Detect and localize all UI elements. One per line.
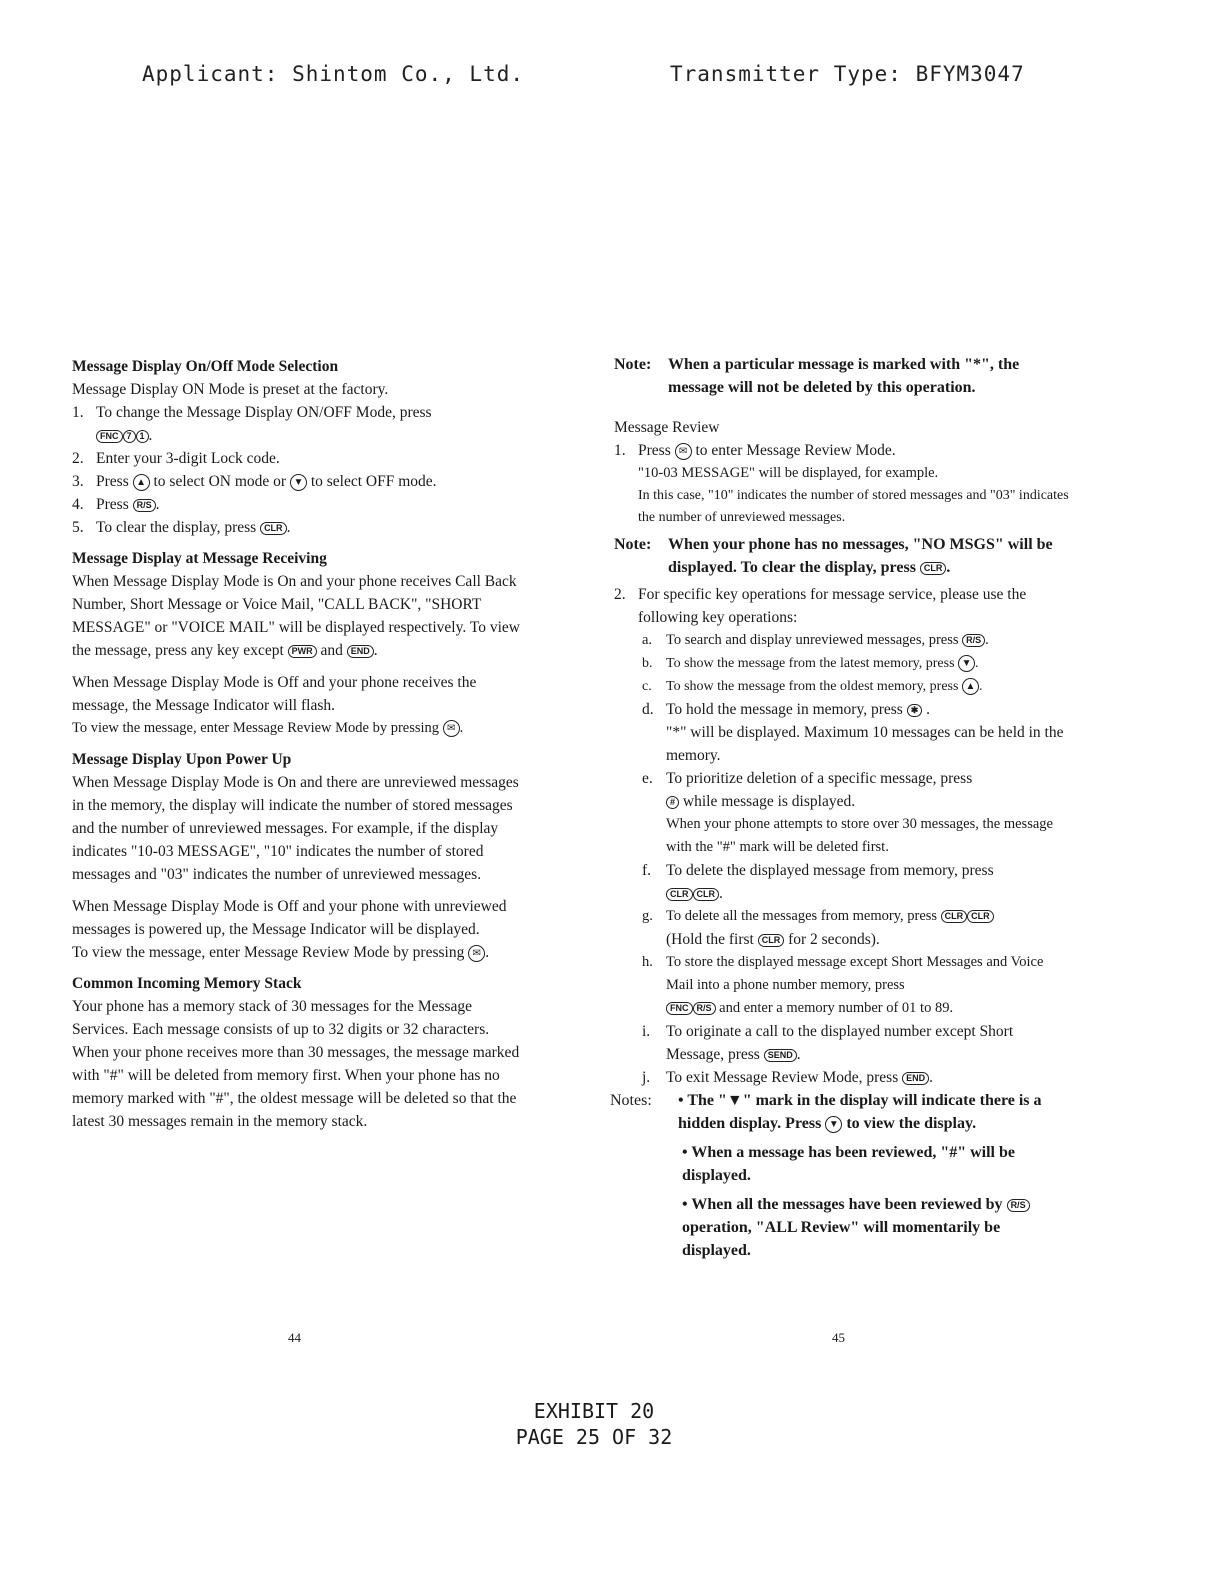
message-key-icon: ✉ <box>443 720 460 737</box>
clr-key-icon: CLR <box>666 888 693 901</box>
list-item: d. To hold the message in memory, press ✱ . <box>642 701 930 718</box>
one-key-icon: 1 <box>136 430 149 443</box>
page-number-left: 44 <box>288 1330 301 1345</box>
key-sequence: FNC 7 1 . <box>72 424 528 447</box>
paragraph: Message Display ON Mode is preset at the factory. <box>72 381 389 398</box>
list-item: c. To show the message from the oldest memory, press ▲ . <box>642 679 983 694</box>
paragraph: # while message is displayed. <box>614 790 1072 813</box>
list-item: 2. Enter your 3-digit Lock code. <box>72 450 280 467</box>
section-title: Message Review <box>614 419 720 436</box>
paragraph: Your phone has a memory stack of 30 messages for the Message Services. Each message consists of up to 32 digits or 32 characters. <box>72 998 490 1038</box>
star-key-icon: ✱ <box>907 704 923 717</box>
list-item: 4. Press R/S . <box>72 496 160 513</box>
paragraph: In this case, "10" indicates the number of stored messages and "03" indicates the number of unreviewed messages. <box>638 488 1069 525</box>
paragraph: (Hold the first CLR for 2 seconds). <box>666 931 880 948</box>
clr-key-icon: CLR <box>260 522 287 535</box>
up-key-icon: ▲ <box>962 678 979 695</box>
section-title: Common Incoming Memory Stack <box>72 975 302 992</box>
down-key-icon: ▼ <box>825 1116 842 1133</box>
down-key-icon: ▼ <box>290 474 307 491</box>
list-item: g. To delete all the messages from memory, press CLR CLR <box>614 905 1072 928</box>
section-title: Message Display On/Off Mode Selection <box>72 358 339 375</box>
notes-item: • When a message has been reviewed, "#" will be displayed. <box>682 1144 1015 1184</box>
exhibit-page: PAGE 25 OF 32 <box>515 1425 673 1449</box>
list-item: b. To show the message from the latest memory, press ▼ . <box>642 656 979 671</box>
rs-key-icon: R/S <box>1007 1199 1030 1212</box>
rs-key-icon: R/S <box>693 1002 716 1015</box>
list-item: 3. Press ▲ to select ON mode or ▼ to select OFF mode. <box>72 473 437 490</box>
list-item: 1. To change the Message Display ON/OFF Mode, press <box>72 404 432 421</box>
transmitter-header: Transmitter Type: BFYM3047 <box>670 62 1025 86</box>
paragraph: To view the message, enter Message Review Mode by pressing ✉ . <box>72 720 464 736</box>
section-title: Message Display Upon Power Up <box>72 751 292 768</box>
clr-key-icon: CLR <box>920 562 947 575</box>
fnc-key-icon: FNC <box>666 1002 693 1015</box>
list-item: 1. Press ✉ to enter Message Review Mode. <box>614 442 896 459</box>
clr-key-icon: CLR <box>941 910 968 923</box>
paragraph: When Message Display Mode is On and your phone receives Call Back Number, Short Message or Voice Mail, "CALL BACK", "SHORT MESSAGE" or "VOICE MAIL" will be displayed respectively. To view the message, press any key except PWR and END . <box>72 573 520 659</box>
list-item: 2. For specific key operations for message service, please use the following key operations: <box>614 586 1027 626</box>
section-title: Message Display at Message Receiving <box>72 550 327 567</box>
end-key-icon: END <box>347 645 374 658</box>
paragraph: When Message Display Mode is Off and your phone with unreviewed messages is powered up, the Message Indicator will be displayed. <box>72 898 507 938</box>
fnc-key-icon: FNC <box>96 430 123 443</box>
page-number-right: 45 <box>832 1330 845 1345</box>
key-sequence: CLR CLR . <box>614 882 1072 905</box>
list-item: j. To exit Message Review Mode, press END . <box>642 1069 933 1086</box>
paragraph: When your phone attempts to store over 30 messages, the message with the "#" mark will be deleted first. <box>666 816 1053 855</box>
paragraph: When Message Display Mode is On and there are unreviewed messages in the memory, the display will indicate the number of stored messages and the number of unreviewed messages. For example, if the display indicates "10-03 MESSAGE", "10" indicates the number of stored messages and "03" indicates the number of unreviewed messages. <box>72 774 519 883</box>
up-key-icon: ▲ <box>133 474 150 491</box>
applicant-header: Applicant: Shintom Co., Ltd. <box>142 62 525 86</box>
list-item: a. To search and display unreviewed messages, press R/S . <box>642 632 989 648</box>
list-item: f. To delete the displayed message from memory, press <box>642 862 994 879</box>
list-item: 5. To clear the display, press CLR . <box>72 519 291 536</box>
left-column <box>72 355 528 1133</box>
hash-key-icon: # <box>666 796 679 809</box>
clr-key-icon: CLR <box>693 888 720 901</box>
list-item: h. To store the displayed message except Short Messages and Voice Mail into a phone number memory, press <box>642 954 1044 993</box>
clr-key-icon: CLR <box>967 910 994 923</box>
list-item: i. To originate a call to the displayed number except Short Message, press SEND . <box>642 1023 1014 1063</box>
pwr-key-icon: PWR <box>288 645 317 658</box>
note: Note: When your phone has no messages, "NO MSGS" will be displayed. To clear the display, press CLR . <box>614 536 1053 576</box>
paragraph: FNC R/S and enter a memory number of 01 to 89. <box>614 997 1072 1020</box>
rs-key-icon: R/S <box>962 634 985 647</box>
send-key-icon: SEND <box>764 1049 797 1062</box>
paragraph: When your phone receives more than 30 messages, the message marked with "#" will be deleted from memory first. When your phone has no memory marked with "#", the oldest message will be deleted so that the latest 30 messages remain in the memory stack. <box>72 1044 520 1130</box>
seven-key-icon: 7 <box>123 430 136 443</box>
paragraph: "10-03 MESSAGE" will be displayed, for example. <box>638 465 939 481</box>
message-key-icon: ✉ <box>468 945 485 962</box>
paragraph: To view the message, enter Message Review Mode by pressing ✉ . <box>72 944 490 961</box>
notes-item: • When all the messages have been reviewed by R/Soperation, "ALL Review" will momentarily be displayed. <box>614 1193 1072 1262</box>
paragraph: "*" will be displayed. Maximum 10 messages can be held in the memory. <box>666 724 1064 764</box>
paragraph: When Message Display Mode is Off and your phone receives the message, the Message Indicator will flash. <box>72 674 477 714</box>
exhibit-label: EXHIBIT 20 <box>533 1399 655 1423</box>
rs-key-icon: R/S <box>133 499 156 512</box>
message-key-icon: ✉ <box>675 443 692 460</box>
end-key-icon: END <box>902 1072 929 1085</box>
clr-key-icon: CLR <box>758 934 785 947</box>
right-column <box>610 353 1072 1262</box>
note: Note: When a particular message is marked with "*", the message will not be deleted by this operation. <box>614 356 1020 396</box>
list-item: e. To prioritize deletion of a specific message, press <box>642 770 973 787</box>
down-key-icon: ▼ <box>958 655 975 672</box>
notes: Notes: • The "▼" mark in the display will indicate there is a hidden display. Press ▼ to view the display. <box>610 1092 1042 1132</box>
